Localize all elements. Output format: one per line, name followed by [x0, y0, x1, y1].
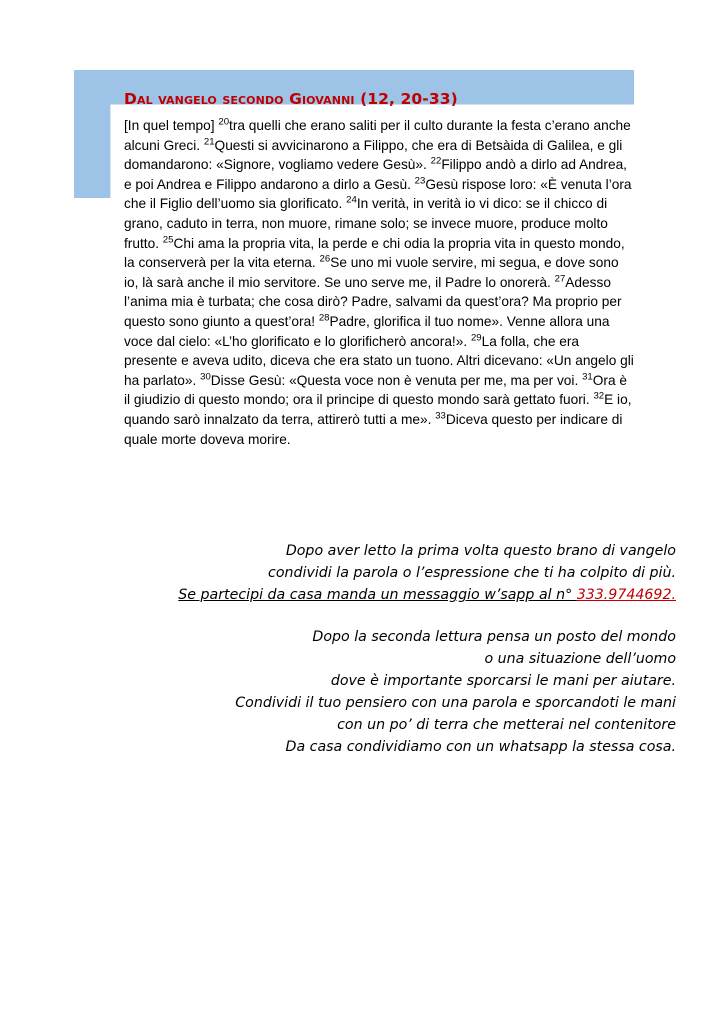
phone-number: 333.9744692.	[576, 587, 676, 603]
verse-number: 20	[218, 116, 230, 128]
instructions-first-line-1: Dopo aver letto la prima volta questo brano di vangelo	[285, 543, 676, 559]
verse-number: 33	[435, 410, 446, 422]
verse-number: 28	[318, 312, 330, 324]
whatsapp-instruction-text: Se partecipi da casa manda un messaggio w’sapp al n°	[178, 587, 577, 603]
instructions-second-block	[124, 626, 676, 758]
verse-number: 31	[582, 371, 593, 383]
instructions-second-line-3: dove è importante sporcarsi le mani per aiutare.	[330, 673, 676, 689]
gospel-segment: Ora è il giudizio di questo mondo; ora il principe di questo mondo sarà gettato fuori.	[124, 372, 627, 408]
instructions-first-line-2: condividi la parola o l’espressione che ti ha colpito di più.	[268, 565, 676, 581]
page-title	[124, 90, 644, 108]
verse-number: 25	[162, 234, 174, 245]
instructions-first-line-3	[124, 584, 676, 606]
gospel-segment: In verità, in verità io vi dico: se il chicco di grano, caduto in terra, non muore, rimane solo; se invece muore, produce molto frutto.	[124, 196, 608, 251]
verse-number: 29	[470, 331, 482, 343]
verse-number: 24	[346, 194, 357, 206]
gospel-segment: Gesù rispose loro: «È venuta l’ora che il Figlio dell’uomo sia glorificato.	[124, 176, 632, 212]
instructions-second-line-5: con un po’ di terra che metterai nel contenitore	[337, 717, 676, 733]
gospel-segment: Filippo andò a dirlo ad Andrea, e poi Andrea e Filippo andarono a dirlo a Gesù.	[124, 157, 627, 192]
gospel-segment: tra quelli che erano saliti per il culto durante la festa c’erano anche alcuni Greci.	[124, 118, 631, 153]
gospel-segment: Chi ama la propria vita, la perde e chi odia la propria vita in questo mondo, la conserverà per la vita eterna.	[124, 235, 625, 271]
verse-number: 27	[554, 273, 566, 285]
gospel-segment: Padre, glorifica il tuo nome». Venne allora una voce dal cielo: «L’ho glorificato e lo glorificherò ancora!».	[124, 313, 610, 349]
instructions-first-block	[124, 540, 676, 606]
gospel-segment: La folla, che era presente e aveva udito, diceva che era stato un tuono. Altri dicevano: «Un angelo gli ha parlato».	[124, 333, 634, 388]
instructions-second-line-2: o una situazione dell’uomo	[484, 651, 676, 667]
gospel-segment: Adesso l’anima mia è turbata; che cosa dirò? Padre, salvami da quest’ora? Ma proprio per questo sono giunto a quest’ora!	[124, 274, 622, 329]
instructions-section	[124, 540, 676, 758]
gospel-segment: Disse Gesù: «Questa voce non è venuta per me, ma per voi.	[210, 372, 583, 388]
instructions-second-line-6: Da casa condividiamo con un whatsapp la stessa cosa.	[285, 739, 676, 755]
verse-number: 26	[319, 253, 331, 265]
page-title-reference: (12, 20-33)	[354, 90, 458, 108]
instructions-second-line-4: Condividi il tuo pensiero con una parola e sporcandoti le mani	[235, 695, 676, 711]
gospel-segment: E io, quando sarò innalzato da terra, attirerò tutti a me».	[124, 392, 632, 427]
page-title-main: Dal vangelo secondo Giovanni	[124, 90, 355, 108]
verse-number: 21	[203, 136, 215, 148]
verse-number: 30	[200, 371, 211, 383]
gospel-segment: Se uno mi vuole servire, mi segua, e dove sono io, là sarà anche il mio servitore. Se uno serve me, il Padre lo onorerà.	[124, 255, 619, 290]
verse-number: 23	[414, 175, 426, 187]
gospel-segment: Questi si avvicinarono a Filippo, che era di Betsàida di Galilea, e gli domandarono: «Signore, vogliamo vedere Gesù».	[124, 137, 623, 173]
verse-number: 22	[430, 155, 442, 167]
gospel-text	[124, 116, 634, 449]
instructions-second-line-1: Dopo la seconda lettura pensa un posto del mondo	[312, 629, 676, 645]
verse-number: 32	[593, 390, 605, 402]
gospel-segment: Diceva questo per indicare di quale morte doveva morire.	[124, 411, 623, 447]
gospel-segment: [In quel tempo]	[124, 118, 219, 133]
